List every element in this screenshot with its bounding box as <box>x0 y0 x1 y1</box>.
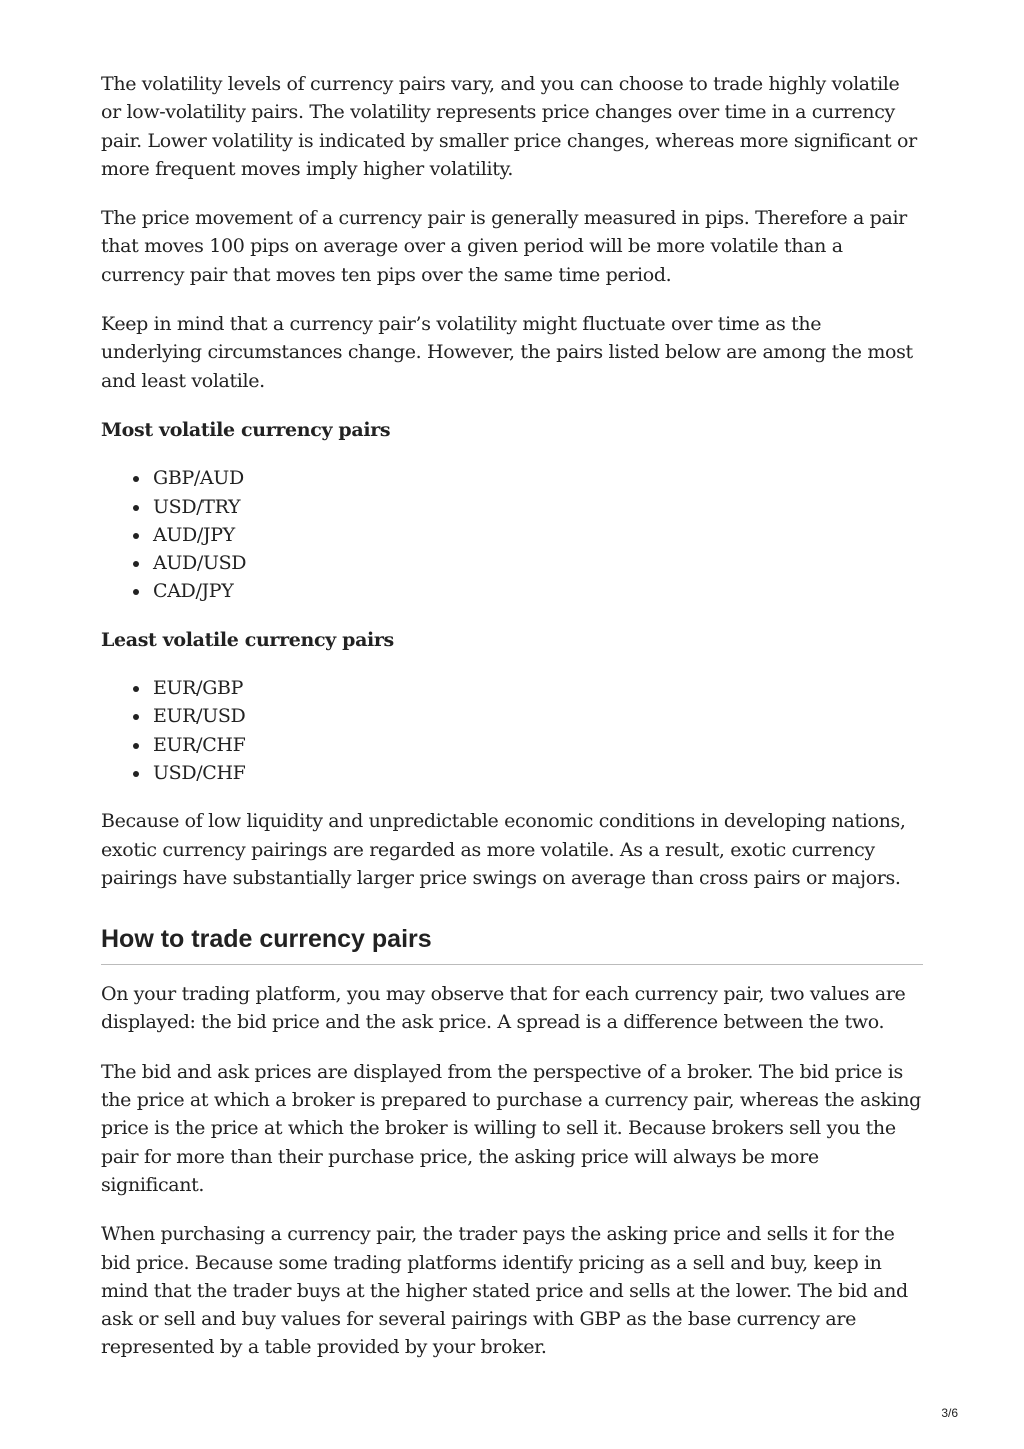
list-item: EUR/USD <box>153 702 923 730</box>
list-item: CAD/JPY <box>153 577 923 605</box>
section-paragraph-purchasing: When purchasing a currency pair, the trader pays the asking price and sells it for the bid price. Because some trading platforms identify pricing as a sell and buy, keep in mind that the trader buys at the higher stated price and sells at the lower. The bid and ask or sell and buy values for several pairings with GBP as the base currency are represented by a table provided by your broker. <box>101 1223 908 1359</box>
section-paragraph-broker-perspective: The bid and ask prices are displayed from the perspective of a broker. The bid price is the price at which a broker is prepared to purchase a currency pair, whereas the asking price is the price at which the broker is willing to sell it. Because brokers sell you the pair for more than their purchase price, the asking price will always be more significant. <box>101 1060 921 1196</box>
most-volatile-heading: Most volatile currency pairs <box>101 418 391 441</box>
list-item: EUR/CHF <box>153 731 923 759</box>
list-item: AUD/JPY <box>153 521 923 549</box>
list-item: GBP/AUD <box>153 464 923 492</box>
list-item: USD/CHF <box>153 759 923 787</box>
list-item: USD/TRY <box>153 493 923 521</box>
least-volatile-heading: Least volatile currency pairs <box>101 628 394 651</box>
page-number: 3/6 <box>941 1406 958 1420</box>
most-volatile-list <box>101 464 923 605</box>
exotic-pairs-paragraph: Because of low liquidity and unpredictable economic conditions in developing nations, exotic currency pairings are regarded as more volatile. As a result, exotic currency pairings have substantially larger price swings on average than cross pairs or majors. <box>101 810 906 889</box>
least-volatile-list <box>101 674 923 787</box>
article-body <box>101 70 923 1383</box>
section-heading-how-to-trade: How to trade currency pairs <box>101 924 923 965</box>
list-item: AUD/USD <box>153 549 923 577</box>
list-item: EUR/GBP <box>153 674 923 702</box>
intro-paragraph-fluctuation: Keep in mind that a currency pair’s volatility might fluctuate over time as the underlying circumstances change. However, the pairs listed below are among the most and least volatile. <box>101 313 913 392</box>
intro-paragraph-pips: The price movement of a currency pair is generally measured in pips. Therefore a pair that moves 100 pips on average over a given period will be more volatile than a currency pair that moves ten pips over the same time period. <box>101 207 907 286</box>
section-paragraph-bid-ask: On your trading platform, you may observe that for each currency pair, two values are displayed: the bid price and the ask price. A spread is a difference between the two. <box>101 983 906 1034</box>
intro-paragraph-volatility-levels: The volatility levels of currency pairs vary, and you can choose to trade highly volatile or low-volatility pairs. The volatility represents price changes over time in a currency pair. Lower volatility is indicated by smaller price changes, whereas more significant or more frequent moves imply higher volatility. <box>101 73 917 180</box>
